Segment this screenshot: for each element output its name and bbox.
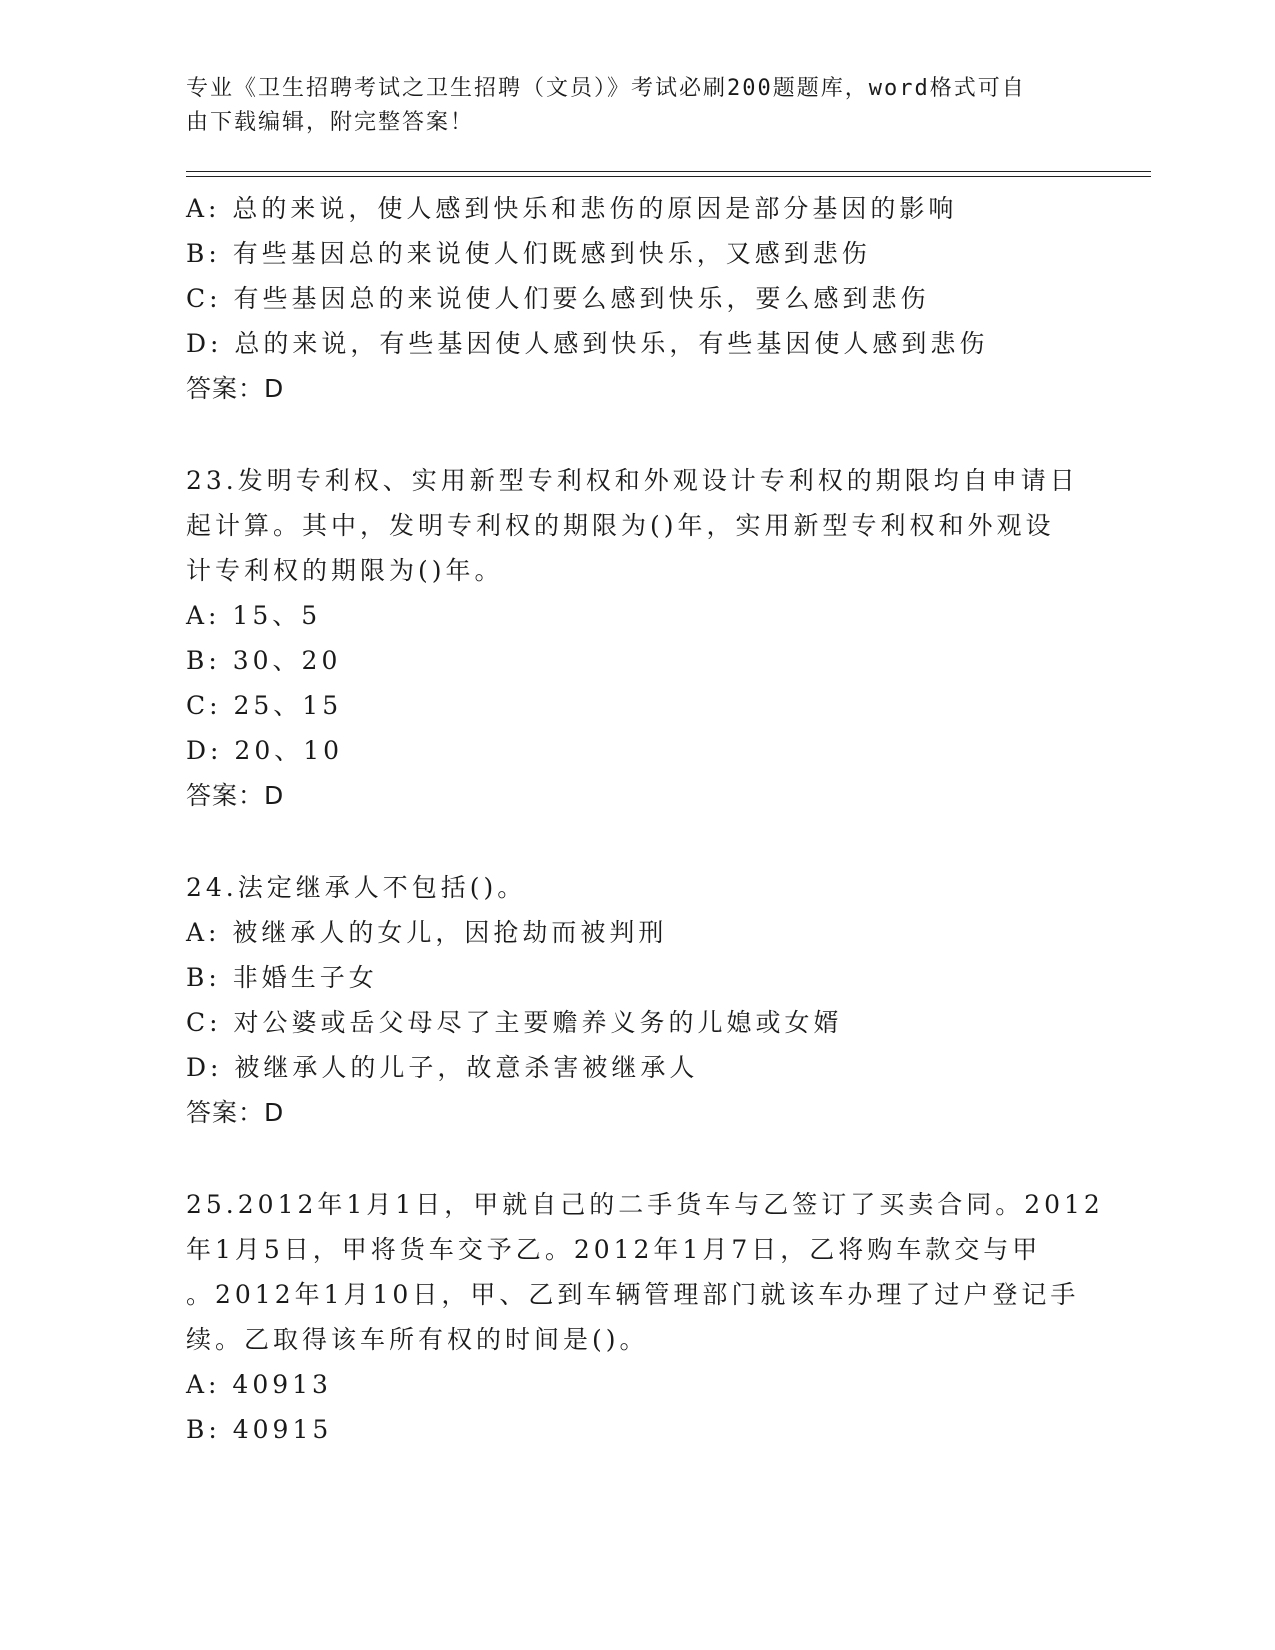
q23-stem-line-1: 23.发明专利权、实用新型专利权和外观设计专利权的期限均自申请日 [186,466,1079,495]
header-title-line-1: 专业《卫生招聘考试之卫生招聘（文员）》考试必刷200题题库，word格式可自 [186,76,1026,101]
question-25-block [186,1182,1104,1452]
q24-stem-line-1: 24.法定继承人不包括()。 [186,873,527,902]
q25-stem-line-3: 。2012年1月10日，甲、乙到车辆管理部门就该车办理了过户登记手 [186,1280,1080,1309]
question-22-block [186,186,1086,411]
q22-option-d: D: 总的来说，有些基因使人感到快乐，有些基因使人感到悲伤 [186,329,989,358]
question-24-block [186,865,1086,1135]
q22-option-c: C: 有些基因总的来说使人们要么感到快乐，要么感到悲伤 [186,284,930,313]
header-title-line-2: 由下载编辑，附完整答案！ [186,110,475,135]
q23-option-d: D: 20、10 [186,736,344,765]
question-content [186,186,1104,1452]
q25-stem-line-1: 25.2012年1月1日，甲就自己的二手货车与乙签订了买卖合同。2012 [186,1190,1104,1219]
q24-option-c: C: 对公婆或岳父母尽了主要赡养义务的儿媳或女婿 [186,1008,843,1037]
q23-answer: 答案：D [186,781,285,810]
q23-stem-line-2: 起计算。其中，发明专利权的期限为()年，实用新型专利权和外观设 [186,511,1055,540]
q23-option-c: C: 25、15 [186,691,343,720]
q22-option-b: B: 有些基因总的来说使人们既感到快乐，又感到悲伤 [186,239,871,268]
header-rule-top [186,171,1151,172]
spacer [186,1135,1086,1182]
q24-option-b: B: 非婚生子女 [186,963,378,992]
q22-answer: 答案：D [186,374,285,403]
q24-option-d: D: 被继承人的儿子，故意杀害被继承人 [186,1053,699,1082]
q23-option-a: A: 15、5 [186,601,322,630]
spacer [186,818,1086,865]
q24-answer: 答案：D [186,1098,285,1127]
q22-option-a: A: 总的来说，使人感到快乐和悲伤的原因是部分基因的影响 [186,194,958,223]
q25-option-a: A: 40913 [186,1370,332,1399]
spacer [186,411,1086,458]
header-rule-bottom [186,176,1151,177]
q23-option-b: B: 30、20 [186,646,342,675]
q25-option-b: B: 40915 [186,1415,333,1444]
document-header [186,72,1066,140]
q25-stem-line-2: 年1月5日，甲将货车交予乙。2012年1月7日，乙将购车款交与甲 [186,1235,1042,1264]
q24-option-a: A: 被继承人的女儿，因抢劫而被判刑 [186,918,668,947]
q25-stem-line-4: 续。乙取得该车所有权的时间是()。 [186,1325,649,1354]
question-23-block [186,458,1086,818]
q23-stem-line-3: 计专利权的期限为()年。 [186,556,504,585]
